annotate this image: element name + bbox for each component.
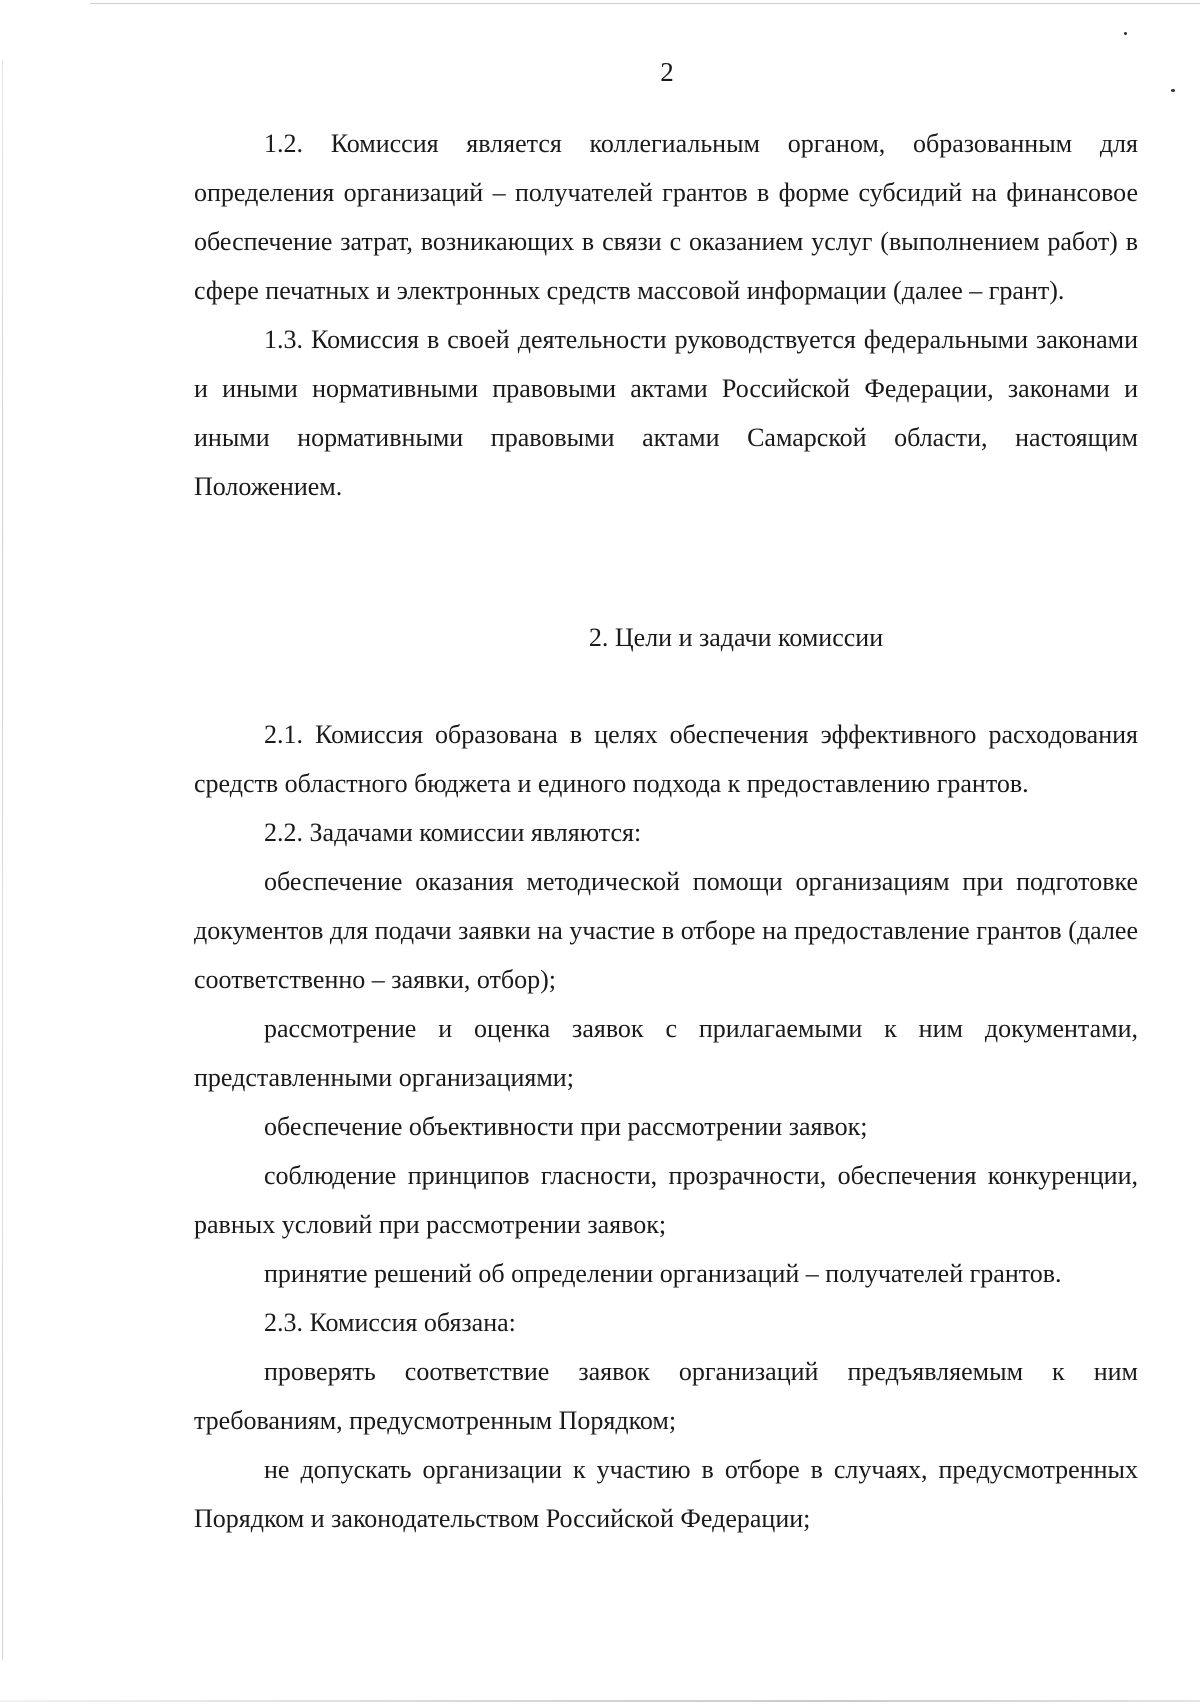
section-2-body	[194, 710, 1138, 1543]
scan-speck	[1171, 89, 1175, 92]
section-2-heading: 2. Цели и задачи комиссии	[588, 623, 884, 652]
task-item: принятие решений об определении организаций – получателей грантов.	[264, 1259, 1062, 1288]
scan-edge-bottom	[0, 1700, 1200, 1702]
task-item: рассмотрение и оценка заявок с прилагаемыми к ним документами, представленными организациями;	[194, 1014, 1138, 1092]
scan-edge-top	[90, 3, 1200, 4]
paragraph-1-3: 1.3. Комиссия в своей деятельности руководствуется федеральными законами и иными нормативными правовыми актами Российской Федерации, законами и иными нормативными правовыми актами Самарской области, настоящим Положением.	[194, 325, 1138, 501]
paragraph-2-3: 2.3. Комиссия обязана:	[264, 1308, 516, 1337]
task-item: соблюдение принципов гласности, прозрачности, обеспечения конкуренции, равных условий при рассмотрении заявок;	[194, 1161, 1138, 1239]
scan-speck	[1124, 32, 1127, 35]
section-1-body	[194, 119, 1138, 511]
task-item: обеспечение объективности при рассмотрении заявок;	[264, 1112, 868, 1141]
duty-item: не допускать организации к участию в отборе в случаях, предусмотренных Порядком и законодательством Российской Федерации;	[194, 1455, 1138, 1533]
scan-edge-left	[2, 60, 3, 1660]
paragraph-2-1: 2.1. Комиссия образована в целях обеспечения эффективного расходования средств областного бюджета и единого подхода к предоставлению грантов.	[194, 720, 1138, 798]
task-item: обеспечение оказания методической помощи организациям при подготовке документов для подачи заявки на участие в отборе на предоставление грантов (далее соответственно – заявки, отбор);	[194, 867, 1138, 994]
paragraph-1-2: 1.2. Комиссия является коллегиальным органом, образованным для определения организаций – получателей грантов в форме субсидий на финансовое обеспечение затрат, возникающих в связи с оказанием услуг (выполнением работ) в сфере печатных и электронных средств массовой информации (далее – грант).	[194, 129, 1138, 305]
page-number: 2	[660, 57, 674, 87]
paragraph-2-2: 2.2. Задачами комиссии являются:	[264, 818, 642, 847]
duty-item: проверять соответствие заявок организаций предъявляемым к ним требованиям, предусмотренным Порядком;	[194, 1357, 1138, 1435]
